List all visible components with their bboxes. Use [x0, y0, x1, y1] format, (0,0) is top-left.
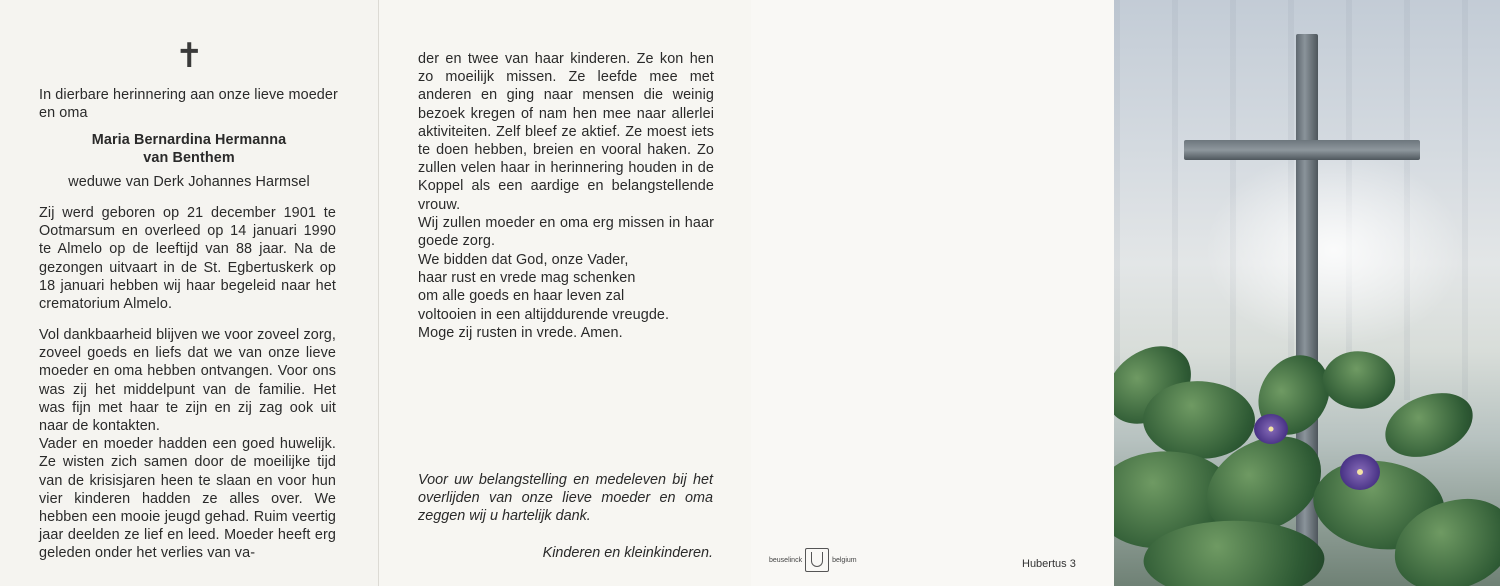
card-panel-left — [0, 0, 379, 586]
cross-photo — [1114, 0, 1500, 586]
photo-light — [1204, 150, 1464, 350]
poem-line: voltooien in een altijddurende vreugde. — [418, 306, 670, 323]
violet-flower — [1340, 454, 1380, 490]
name-line-1: Maria Bernardina Hermanna — [91, 132, 287, 148]
signature: Kinderen en kleinkinderen. — [542, 545, 713, 561]
printer-logo — [769, 548, 857, 572]
tribute-paragraph — [39, 326, 336, 563]
printer-name-right: belgium — [832, 556, 857, 564]
biography-paragraph: Zij werd geboren op 21 december 1901 te Ootmarsum en overleed op 14 januari 1990 te Almelo op de leeftijd van 88 jaar. Na de gezongen uitvaart in de St. Egbertuskerk op 18 januari hebben wij haar begeleid naar het crematorium Almelo. — [39, 205, 336, 313]
tribute-continued — [418, 50, 714, 250]
tribute-continued-part-2: Wij zullen moeder en oma erg missen in haar goede zorg. — [418, 214, 714, 250]
poem-line: haar rust en vrede mag schenken — [418, 270, 636, 287]
tribute-continued-part-1: der en twee van haar kinderen. Ze kon hen zo moeilijk missen. Ze leefde mee met anderen en ging naar mensen die weinig bezoek kregen of nam hen mee naar allerlei aktiviteiten. Zelf bleef ze aktief. Ze moest iets te doen hebben, breien en vooral haken. Zo zullen velen haar in herinnering houden in de Koppel als een aardige en belangstellende vrouw. — [418, 51, 714, 213]
spouse-line: weduwe van Derk Johannes Harmsel — [68, 174, 310, 190]
latin-cross-icon: ✝ — [175, 36, 204, 76]
name-line-2: van Benthem — [143, 150, 235, 167]
beuselinck-emblem-icon — [805, 548, 829, 572]
card-panel-blank — [751, 0, 1114, 586]
wooden-cross-beam — [1184, 140, 1420, 160]
deceased-name — [39, 131, 339, 167]
tribute-part-2: Vader en moeder hadden een goed huwelijk. Ze wisten zich samen door de moeilijke tijd van de krisisjaren heen te slaan en voor hun vier kinderen hadden ze alles over. We hebben een mooie jeugd gehad. Ruim veertig jaar deelden ze lief en leed. Moeder heeft erg geleden onder het verlies van va- — [39, 436, 336, 562]
violet-flower — [1254, 414, 1288, 444]
intro-text: In dierbare herinnering aan onze lieve moeder en oma — [39, 87, 338, 122]
poem-line: Moge zij rusten in vrede. Amen. — [418, 324, 623, 341]
poem-line: om alle goeds en haar leven zal — [418, 288, 625, 305]
poem-line: We bidden dat God, onze Vader, — [418, 252, 629, 268]
printer-name-left: beuselinck — [769, 556, 803, 564]
prayer-poem — [418, 251, 714, 342]
model-number: Hubertus 3 — [1022, 558, 1076, 570]
thanks-message: Voor uw belangstelling en medeleven bij het overlijden van onze lieve moeder en oma zeggen wij u hartelijk dank. — [418, 472, 713, 525]
tribute-part-1: Vol dankbaarheid blijven we voor zoveel zorg, zoveel goeds en liefs dat we van onze lieve moeder en oma hebben ontvangen. Voor ons was zij het middelpunt van de familie. Het was fijn met haar te zijn en zij zag ook uit naar de kontakten. — [39, 327, 336, 435]
